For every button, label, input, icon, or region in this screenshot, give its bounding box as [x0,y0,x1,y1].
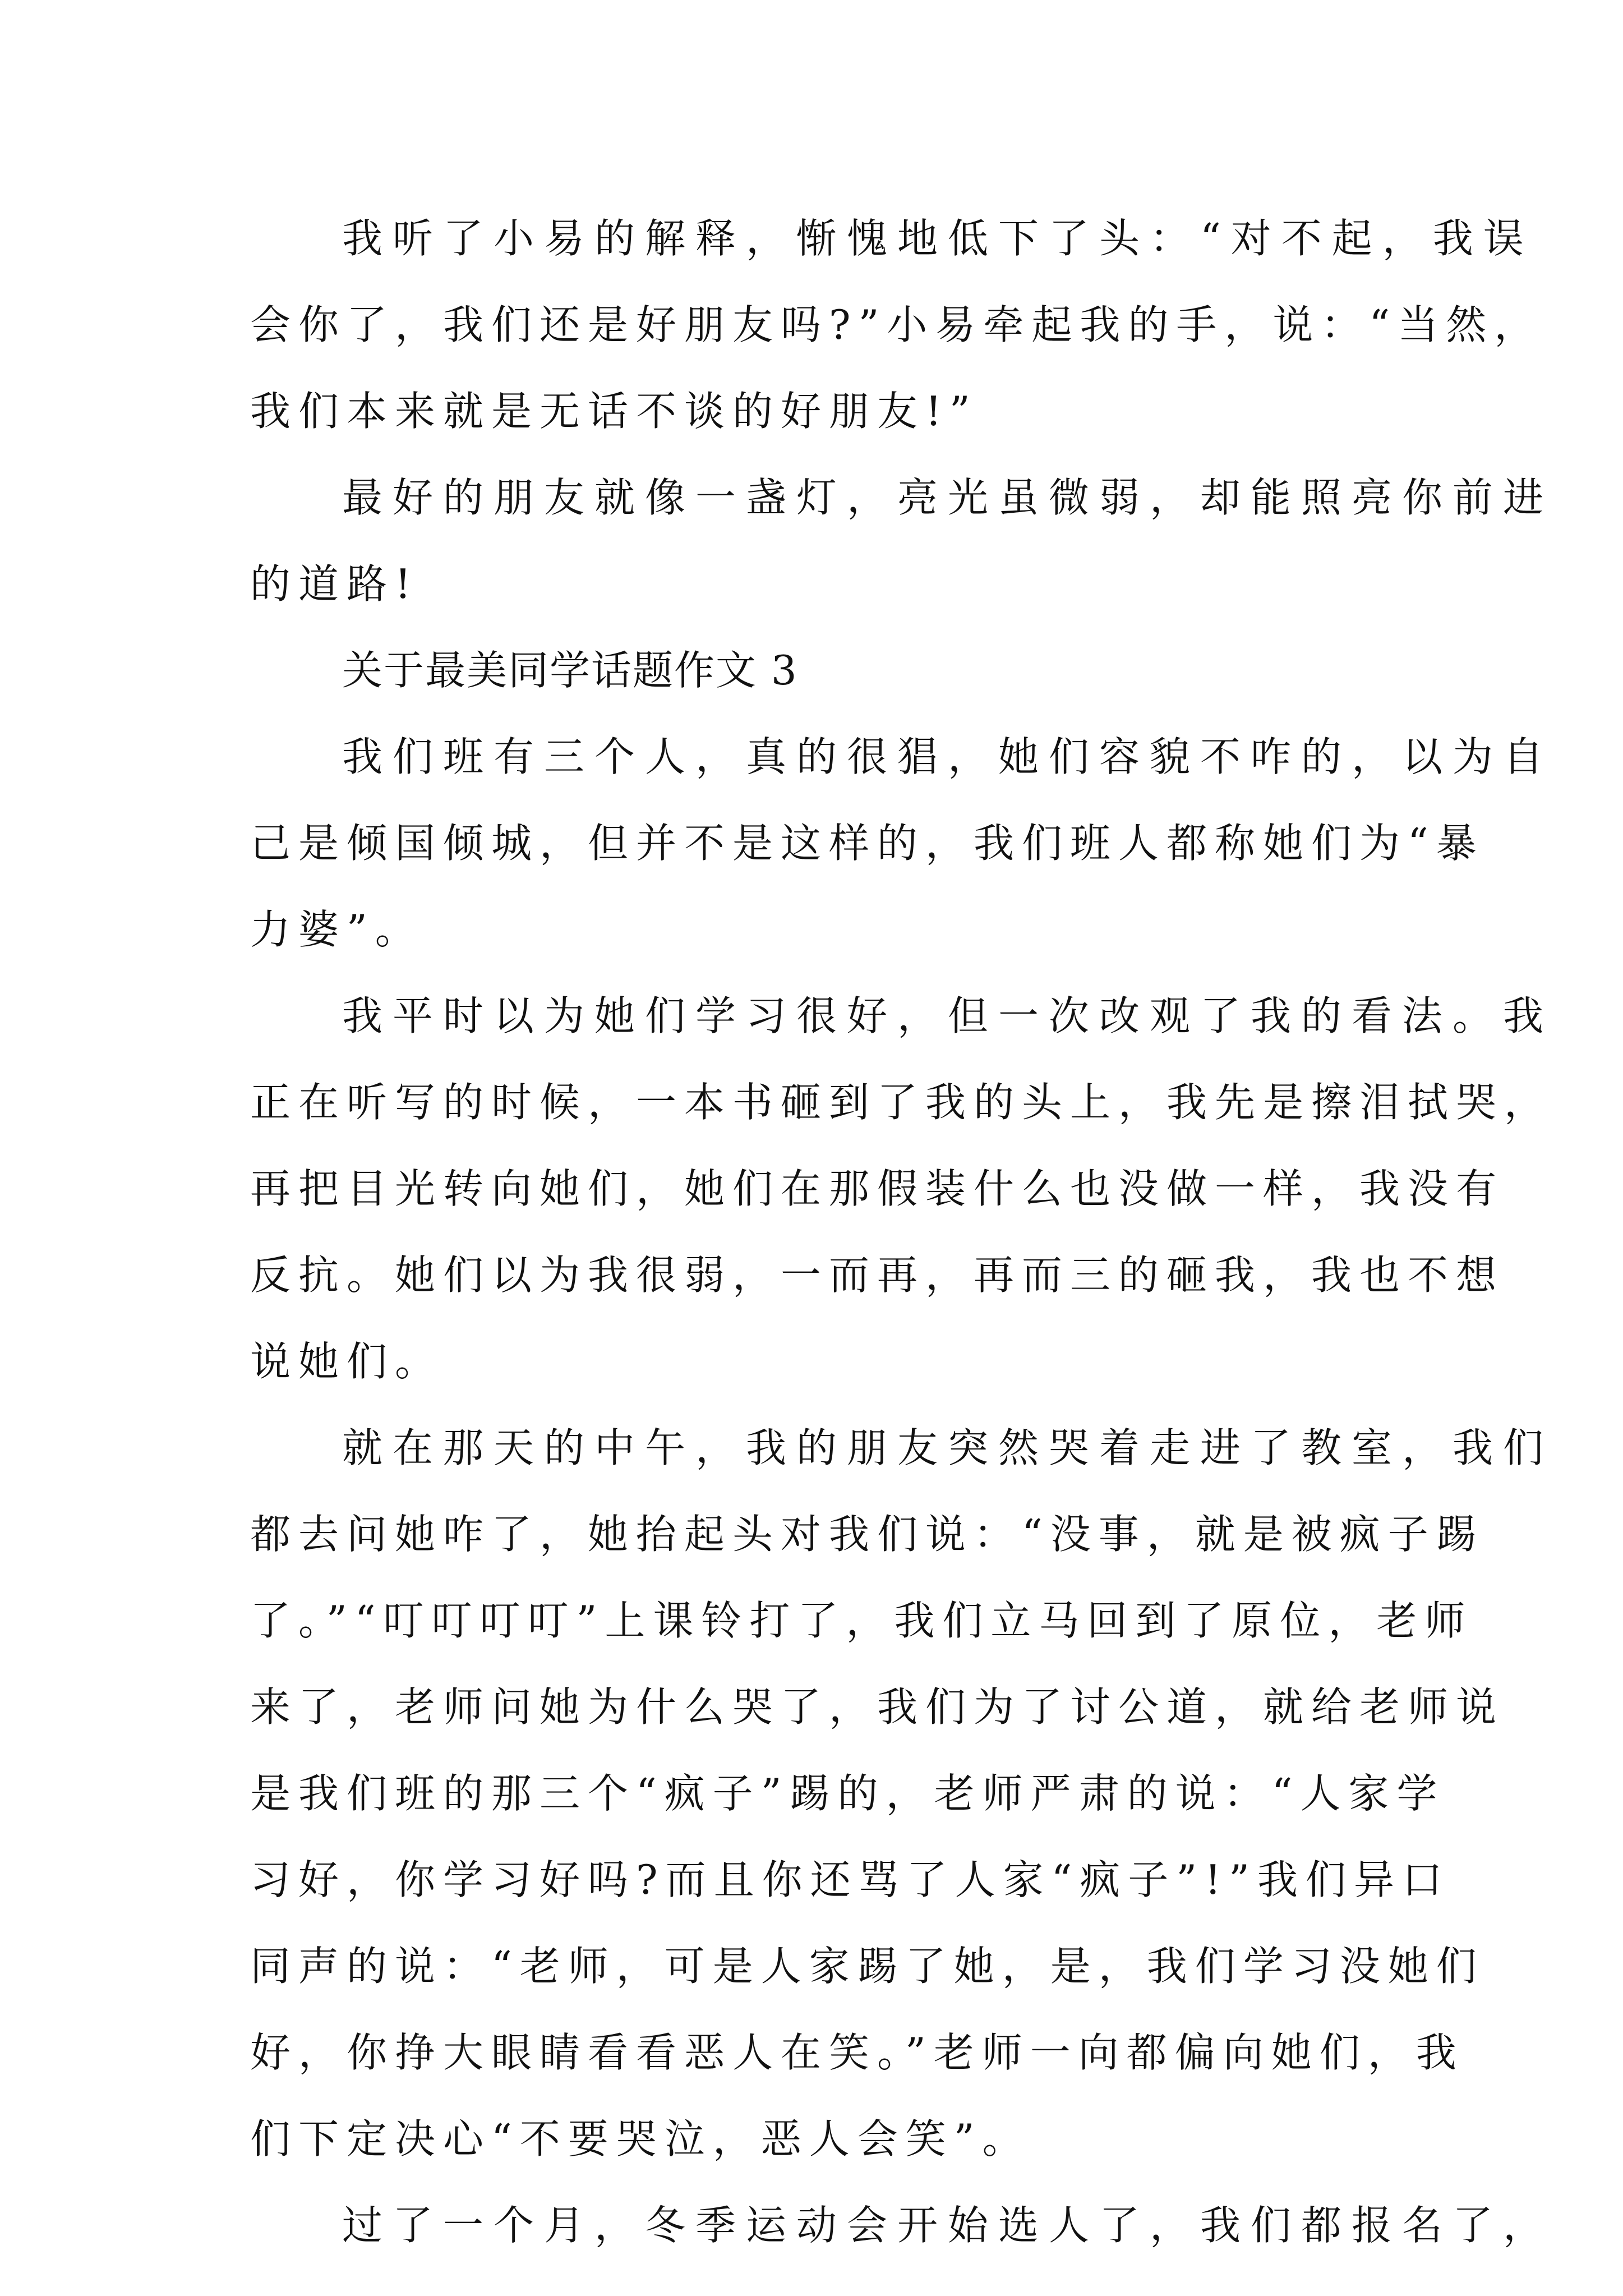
paragraph-line: 过了一个月，冬季运动会开始选人了，我们都报名了， [342,2202,1554,2249]
paragraph-line: 了。”“叮叮叮叮”上课铃打了，我们立马回到了原位，老师 [250,1597,1473,1644]
essay-heading: 关于最美同学话题作文 3 [342,647,798,694]
paragraph-line: 来了，老师问她为什么哭了，我们为了讨公道，就给老师说 [250,1683,1505,1731]
paragraph-line: 说她们。 [250,1338,444,1385]
paragraph-line: 我们班有三个人，真的很猖，她们容貌不咋的，以为自 [342,733,1554,780]
paragraph-line: 己是倾国倾城，但并不是这样的，我们班人都称她们为“暴 [250,820,1484,867]
paragraph-line: 都去问她咋了，她抬起头对我们说：“没事，就是被疯子踢 [250,1511,1484,1558]
paragraph-line: 我听了小易的解释，惭愧地低下了头：“对不起，我误 [342,215,1534,262]
paragraph-line: 同声的说：“老师，可是人家踢了她，是，我们学习没她们 [250,1943,1484,1990]
paragraph-line: 就在那天的中午，我的朋友突然哭着走进了教室，我们 [342,1424,1554,1471]
paragraph-line: 我平时以为她们学习很好，但一次改观了我的看法。我 [342,992,1554,1039]
paragraph-line: 好，你挣大眼睛看看恶人在笑。”老师一向都偏向她们，我 [250,2029,1464,2076]
paragraph-line: 正在听写的时候，一本书砸到了我的头上，我先是擦泪拭哭， [250,1079,1553,1126]
paragraph-line: 最好的朋友就像一盏灯，亮光虽微弱，却能照亮你前进 [342,474,1554,521]
essay-body [250,195,1554,2269]
paragraph-line: 再把目光转向她们，她们在那假装什么也没做一样，我没有 [250,1165,1505,1212]
paragraph-line: 习好，你学习好吗?而且你还骂了人家“疯子”!”我们异口 [250,1856,1450,1903]
paragraph-line: 们下定决心“不要哭泣，恶人会笑”。 [250,2115,1031,2162]
paragraph-line: 的道路! [250,560,419,608]
paragraph-line: 是我们班的那三个“疯子”踢的，老师严肃的说：“人家学 [250,1770,1445,1817]
paragraph-line: 我们本来就是无话不谈的好朋友!” [250,388,978,435]
paragraph-line: 力婆”。 [250,906,423,953]
paragraph-line: 反抗。她们以为我很弱，一而再，再而三的砸我，我也不想 [250,1251,1505,1299]
paragraph-line: 会你了，我们还是好朋友吗?”小易牵起我的手，说：“当然， [250,301,1543,348]
